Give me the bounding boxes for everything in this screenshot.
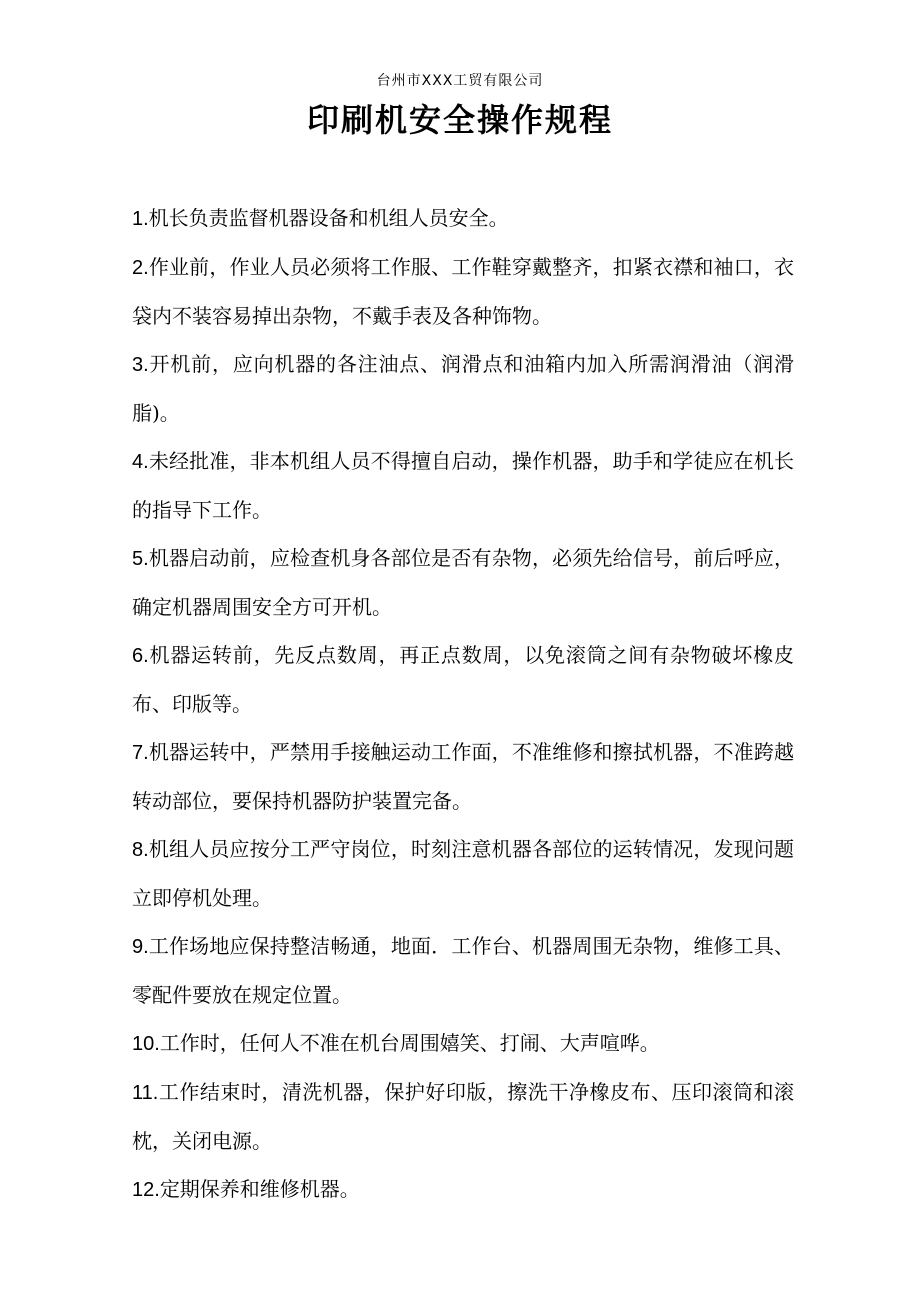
document-title: 印刷机安全操作规程 <box>306 101 613 139</box>
rule-item <box>132 1165 794 1214</box>
rule-item <box>132 922 794 1019</box>
rule-number: 4. <box>132 451 149 473</box>
rule-text: 工作场地应保持整洁畅通，地面．工作台、机器周围无杂物，维修工具、零配件要放在规定位置。 <box>132 934 794 1007</box>
rule-item <box>132 825 794 922</box>
rule-text: 机长负责监督机器设备和机组人员安全。 <box>148 206 509 230</box>
rule-number: 5. <box>132 548 149 570</box>
rule-number: 10. <box>132 1033 160 1055</box>
rule-number: 9. <box>132 936 149 958</box>
rule-text: 机组人员应按分工严守岗位，时刻注意机器各部位的运转情况，发现问题立即停机处理。 <box>132 837 794 910</box>
rule-item <box>132 340 794 437</box>
rule-item <box>132 194 794 243</box>
rule-text: 未经批准，非本机组人员不得擅自启动，操作机器，助手和学徒应在机长的指导下工作。 <box>132 449 794 522</box>
rules-list <box>132 194 794 1214</box>
rule-item <box>132 437 794 534</box>
rule-number: 7. <box>132 742 149 764</box>
rule-text: 作业前，作业人员必须将工作服、工作鞋穿戴整齐，扣紧衣襟和袖口，衣袋内不装容易掉出杂物，不戴手表及各种饰物。 <box>132 255 794 328</box>
rule-number: 12. <box>132 1179 160 1201</box>
rule-item <box>132 534 794 631</box>
rule-number: 8. <box>132 839 149 861</box>
rule-text: 机器运转前，先反点数周，再正点数周，以免滚筒之间有杂物破坏橡皮布、印版等。 <box>132 643 794 716</box>
rule-number: 2. <box>132 257 149 279</box>
rule-number: 11. <box>132 1082 159 1104</box>
rule-item <box>132 1068 794 1165</box>
rule-number: 1. <box>132 208 149 230</box>
rule-item <box>132 243 794 340</box>
rule-item <box>132 631 794 728</box>
rule-text: 定期保养和维修机器。 <box>159 1177 360 1201</box>
rule-text: 机器运转中，严禁用手接触运动工作面，不准维修和擦拭机器，不准跨越转动部位，要保持机器防护装置完备。 <box>132 740 794 813</box>
rule-item <box>132 728 794 825</box>
rule-number: 6. <box>132 645 149 667</box>
rule-text: 开机前，应向机器的各注油点、润滑点和油箱内加入所需润滑油（润滑脂)。 <box>132 352 794 425</box>
company-name: 台州市XXX工贸有限公司 <box>376 73 544 89</box>
rule-item <box>132 1019 794 1068</box>
rule-text: 工作时，任何人不准在机台周围嬉笑、打闹、大声喧哗。 <box>159 1031 660 1055</box>
rule-text: 工作结束时，清洗机器，保护好印版，擦洗干净橡皮布、压印滚筒和滚枕，关闭电源。 <box>132 1080 794 1153</box>
rule-number: 3. <box>132 354 149 376</box>
rule-text: 机器启动前，应检查机身各部位是否有杂物，必须先给信号，前后呼应，确定机器周围安全方可开机。 <box>132 546 794 619</box>
